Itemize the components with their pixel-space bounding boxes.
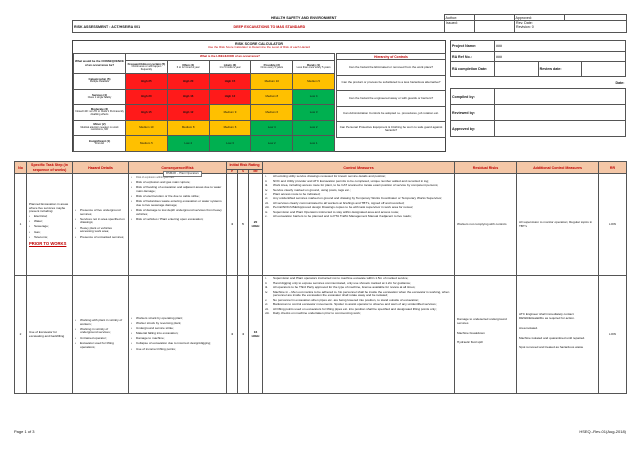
- ra-title-left: RISK ASSESSMENT : ACT/HSE/RA 001: [73, 21, 233, 33]
- hierarchy-item: Can Administration Controls be adopted i.e. procedures, job rotation etc.: [336, 107, 446, 123]
- risk-cell: High 15: [209, 74, 251, 90]
- hierarchy-title: Hierarchy of Controls: [336, 53, 446, 60]
- consequence-row-header: [74, 136, 126, 152]
- additional-controls: All supervision to monitor operation; Regular topics in TBT's: [517, 174, 599, 276]
- likelihood-col-header: [209, 61, 251, 74]
- risk-cell: Low 2: [251, 136, 293, 152]
- list-item: • Presence of unmarked services;: [75, 236, 126, 240]
- consequence-row-header: [74, 74, 126, 90]
- additional-control: Machine isolated and quarantined until repaired.: [519, 335, 586, 340]
- additional-control: ATC Engineer shall immediately contact DEWA/Etisalat/Du as required for action.: [519, 312, 575, 321]
- list-item: • Risk of damage to low depth underground services from heavy vehicles;: [131, 209, 224, 217]
- control-text: Service clearly marked on ground, using posts, tags etc.;: [273, 187, 351, 192]
- initial-p: 4: [227, 276, 238, 394]
- risk-cell: Low 4: [167, 136, 209, 152]
- risk-cell: Low 1: [293, 136, 335, 152]
- control-text: No personnel in excavation when pipes etc. are being lowered into position, to stand outside of excavation;: [273, 297, 420, 302]
- risk-cell: High 20: [126, 89, 168, 105]
- likelihood-name: Frequent/Almost certain (5): [127, 61, 166, 66]
- control-text: All excavation barriers to be planned and to PTA Traffic Management Manual if adjacent to live roads;: [273, 214, 412, 219]
- risk-cell: Low 4: [293, 89, 335, 105]
- calc-title: RISK SCORE CALCULATOR: [235, 42, 283, 46]
- issued-label: Issued:: [445, 21, 475, 33]
- consequence-desc: Multiple Fatalities: [89, 80, 110, 84]
- rev-date-label: Rev. Date:: [516, 21, 533, 25]
- consequence-row-header: [74, 120, 126, 136]
- list-item: • Risk of hazardous waste entering excavation or water systems due to live sewerage damage;: [131, 200, 224, 208]
- col-residual: Residual Risks: [455, 162, 517, 174]
- control-numeral: vi.: [265, 302, 269, 307]
- risk-cell: Medium 8: [251, 89, 293, 105]
- initial-rr: 20 HIGH: [249, 174, 263, 276]
- list-item: • Sewerage;: [29, 225, 70, 229]
- control-measure-item: [265, 312, 452, 316]
- risk-cell: High 20: [167, 74, 209, 90]
- residual-rr: LOW: [599, 276, 627, 394]
- table-row: [15, 276, 627, 394]
- control-text: Permit/NOC/USE/Approved design Drawings copies to be with task supervisor in work area for review;: [273, 205, 414, 210]
- residual-rr: LOW: [599, 174, 627, 276]
- list-item: • Collapse of excavation due to incorrect design/digging;: [131, 342, 224, 346]
- likelihood-col-header: [167, 61, 209, 74]
- likelihood-name: Often (4): [182, 62, 195, 67]
- compiled-by-label: Compiled by:: [451, 89, 495, 105]
- row-number: 1: [15, 174, 27, 276]
- control-text: Supervision and Plant operators instructed not to machine excavate within 1.5m of marked service;: [273, 276, 409, 281]
- likelihood-desc: Less than once every 5 years: [296, 66, 331, 70]
- control-numeral: ii.: [265, 280, 268, 285]
- control-text: NOC and Utility provider and ATC Excavation permits to be completed, unique number added and recorded in log;: [273, 178, 429, 183]
- col-initial-risk: Initial Risk Rating: [227, 162, 263, 170]
- list-item: • Use of incorrect lifting points;: [131, 348, 224, 352]
- risk-cell: Medium 5: [293, 74, 335, 90]
- ra-title-row: [72, 20, 627, 33]
- residual-risk: Workers not complying with controls: [455, 174, 517, 276]
- table-row: [15, 174, 627, 276]
- control-text: Any unidentified services marked on ground and drawing by Temporary Works Coordinator or Temporary Works Supervisor;: [273, 196, 443, 201]
- control-numeral: viii.: [265, 205, 270, 210]
- likelihood-desc: Once every 5 years: [260, 66, 284, 70]
- list-item: • Workers struck by operating plant;: [131, 317, 224, 321]
- project-info: [450, 40, 626, 137]
- control-numeral: iv.: [265, 289, 268, 294]
- control-numeral: ii.: [265, 178, 268, 183]
- reviewed-by-label: Reviewed by:: [451, 105, 495, 121]
- list-item: • Risk of explosion and gas main rupture;: [131, 181, 224, 185]
- prior-to-works-label: PRIOR TO WORKS: [29, 241, 67, 247]
- control-text: All services clearly communicated to all workers at briefings and TBT's, signed off and recorded;: [273, 200, 405, 205]
- risk-cell: High 12: [209, 89, 251, 105]
- additional-control: Area isolated.: [519, 325, 538, 330]
- control-numeral: iv.: [265, 187, 268, 192]
- task-text: Planned Excavation in areas where live services maybe present including:: [29, 201, 69, 214]
- risk-cell: Low 3: [209, 136, 251, 152]
- list-item: • Water;: [29, 220, 70, 224]
- control-numeral: v.: [265, 192, 268, 197]
- list-item: • Underground service strike;: [131, 327, 224, 331]
- list-item: • Damage to machine;: [131, 337, 224, 341]
- control-numeral: iii.: [265, 183, 268, 188]
- control-numeral: i.: [265, 174, 267, 179]
- control-text: Hand digging only to expose services communicated, only use shovels marked at 1.2m for guidance;: [273, 280, 411, 285]
- hierarchy-item: Can the hazard be Eliminated or removed from the work place?: [336, 60, 446, 76]
- approved-label: Approved:: [514, 15, 564, 21]
- residual-risk: Machine breakdown: [457, 330, 485, 335]
- hierarchy-item: Can Personal Protective Equipment & Clothing be worn to safe guard against hazards?: [336, 122, 446, 138]
- control-text: Supervision and Plant Operators instructed to stay within designated area and access route;: [273, 209, 400, 214]
- control-numeral: x.: [265, 214, 268, 219]
- annotation-callout: RSMAD – Plant Operators: [163, 171, 202, 176]
- col-p: P: [227, 170, 238, 174]
- list-item: • Material falling into excavation;: [131, 332, 224, 336]
- author-label: Author:: [444, 15, 474, 21]
- likelihood-col-header: [293, 61, 335, 74]
- risk-cell: Medium 10: [126, 120, 168, 136]
- list-item: • Worker struck by reversing plant;: [131, 322, 224, 326]
- control-numeral: vii.: [265, 306, 269, 311]
- col-rr: RR: [599, 162, 627, 174]
- review-date-label: Review date:: [538, 62, 582, 77]
- likelihood-col-header: [126, 61, 168, 74]
- col-no: No: [15, 162, 27, 174]
- consequence-title: What would be the CONSEQUENCE of an occurrence be?: [74, 54, 126, 74]
- control-text: All lifting points used on excavators for lifting pipes etc. into position shall be specified and designated lifting points only;: [273, 306, 437, 311]
- row-number: 2: [15, 276, 27, 394]
- list-item: • Working in vicinity of underground services;: [75, 328, 126, 336]
- consequence-desc: Closed LWI: no LTD or Class 1 Permanently disabling effects: [75, 110, 124, 116]
- list-item: • Telecoms;: [29, 236, 70, 240]
- additional-control: Spot removed and treated as hazardous waste: [519, 345, 584, 350]
- hierarchy-item: Can the product or process be substituted to a less hazardous alternative?: [336, 76, 446, 92]
- risk-cell: Medium 10: [251, 74, 293, 90]
- list-item: • Risk of electrocution or fire due to cable strike;: [131, 195, 224, 199]
- consequence-row-header: [74, 89, 126, 105]
- col-task: Specific Task Step (in sequence of works): [27, 162, 73, 174]
- risk-cell: Low 2: [293, 120, 335, 136]
- risk-cell: Low 3: [293, 105, 335, 121]
- page-number: Page 1 of 3: [14, 429, 35, 434]
- col-controls: Control Measures: [263, 162, 455, 174]
- risk-cell: Medium 8: [167, 120, 209, 136]
- consequence-name: Serious (4): [92, 92, 107, 97]
- col-additional: Additional Control Measures: [517, 162, 599, 174]
- list-item: • Heavy plant or vehicles accessing work area;: [75, 227, 126, 235]
- consequence-name: Minor (2): [93, 122, 106, 127]
- risk-assessment-table: [14, 161, 627, 394]
- revision-label: Revision: 0: [516, 25, 534, 29]
- document-code: HSEQ.-Rev-01(Aug-2018): [579, 429, 626, 434]
- list-item: • Services not in area specified on drawings;: [75, 218, 126, 226]
- control-text: Machine in – Men out mantra to be adhered to. No personnel shall be inside the excavation when the excavator is working, when personnel are inside the excavation the excavator shall rotate away and be isolated;: [273, 289, 450, 298]
- control-numeral: ix.: [265, 209, 269, 214]
- task-text: Use of Excavator for excavating and backfilling: [27, 276, 73, 394]
- likelihood-name: Possible (2): [263, 62, 280, 67]
- date-label: Date:: [451, 77, 626, 89]
- initial-s: 5: [238, 174, 249, 276]
- project-name-value: ###: [495, 41, 626, 52]
- risk-cell: Medium 6: [251, 105, 293, 121]
- col-hazard: Hazard Details: [73, 162, 129, 174]
- risk-cell: High 12: [167, 105, 209, 121]
- list-item: • Risk of vehicles / Plant entering open excavation;: [131, 218, 224, 222]
- ra-completion-label: RA completion Date:: [451, 62, 495, 77]
- initial-p: 4: [227, 174, 238, 276]
- consequence-desc: Medical attention needed, no work restrictions, NFI: [80, 125, 119, 132]
- risk-cell: High 16: [167, 89, 209, 105]
- list-item: • Electrical;: [29, 215, 70, 219]
- ra-ref-value: ###: [495, 52, 626, 62]
- control-text: All existing utility service drawings reviewed for known service details and position;: [273, 174, 387, 179]
- document-page: [14, 14, 626, 439]
- col-rr-sub: RR: [249, 170, 263, 174]
- likelihood-desc: Continuous or will happen frequently: [131, 64, 162, 71]
- consequence-desc: First Aid: [94, 142, 105, 146]
- list-item: • Presence of live underground services;: [75, 209, 126, 217]
- control-numeral: vii.: [265, 200, 269, 205]
- col-s: S: [238, 170, 249, 174]
- consequence-name: Insignificant (1): [88, 139, 111, 144]
- calc-subtitle: Use the Risk Score Calculator to Determine the Level of Risk of each Hazard: [207, 45, 311, 50]
- risk-cell: High 25: [126, 74, 168, 90]
- project-name-label: Project Name:: [451, 41, 495, 52]
- control-numeral: iii.: [265, 285, 268, 290]
- list-item: • Risk of explosion within gas main: [131, 176, 224, 179]
- ra-ref-label: RA Ref No.:: [451, 52, 495, 62]
- likelihood-col-header: [251, 61, 293, 74]
- risk-cell: Low 4: [251, 120, 293, 136]
- control-measure-item: [265, 215, 452, 219]
- risk-cell: Medium 9: [209, 105, 251, 121]
- risk-matrix: [73, 53, 335, 152]
- likelihood-name: Rarely (1): [307, 62, 321, 67]
- control-numeral: vi.: [265, 196, 269, 201]
- initial-rr: 16 HIGH: [249, 276, 263, 394]
- consequence-row-header: [74, 105, 126, 121]
- col-consequence: Consequence/Risk: [129, 162, 227, 174]
- control-text: Daily checks on machine undertaken prior to commencing work;: [273, 311, 361, 316]
- control-text: Banksman to control excavator movements. Spotter to assist operator to observe and warn of any unidentified services;: [273, 302, 437, 307]
- control-numeral: i.: [265, 276, 267, 281]
- initial-s: 4: [238, 276, 249, 394]
- list-item: • Working with plant in vicinity of workers;: [75, 319, 126, 327]
- list-item: • Risk of flooding of excavation and adjacent areas due to water main damage;: [131, 186, 224, 194]
- control-text: Plant access route to be indicated;: [273, 192, 321, 197]
- hierarchy-of-controls: [336, 53, 446, 138]
- risk-cell: High 15: [126, 105, 168, 121]
- list-item: • Gas;: [29, 231, 70, 235]
- list-item: • Excavator used for lifting operations;: [75, 342, 126, 350]
- risk-cell: Medium 6: [209, 120, 251, 136]
- list-item: • Untrained operator;: [75, 337, 126, 341]
- risk-cell: Medium 5: [126, 136, 168, 152]
- likelihood-name: Likely (3): [223, 62, 237, 67]
- ra-title-right: DEEP EXCAVATIONS TO MAS STANDARD: [233, 21, 445, 33]
- risk-calculator: [72, 40, 446, 152]
- consequence-name: Moderate (3): [90, 106, 109, 111]
- likelihood-desc: 6 to 12 times a year: [176, 66, 200, 70]
- approved-by-label: Approved by:: [451, 121, 495, 137]
- hse-title: HEALTH SAFETY AND ENVIRONMENT: [270, 15, 337, 20]
- residual-risk: Damage to undetected underground services: [457, 317, 507, 325]
- consequence-name: Catastrophic (5): [88, 77, 111, 82]
- control-numeral: v.: [265, 297, 268, 302]
- control-text: All operators to be Third Party approved for the type of machine, license available for review at all times;: [273, 285, 416, 290]
- residual-risk: Hydraulic fluid spill: [457, 340, 483, 345]
- control-text: Work Area, including access route for plant, to be CAT scanned to locate exact position of service by competent persons;: [273, 183, 439, 188]
- consequence-desc: Class 1 single fatality: [87, 95, 112, 99]
- likelihood-desc: 1 to 5 times a year: [219, 66, 241, 70]
- hierarchy-item: Can the hazard be engineered away or with guards or barriers?: [336, 91, 446, 107]
- control-numeral: viii.: [265, 311, 270, 316]
- likelihood-title: What is the LIKELIHOOD of an occurrence?: [126, 54, 335, 61]
